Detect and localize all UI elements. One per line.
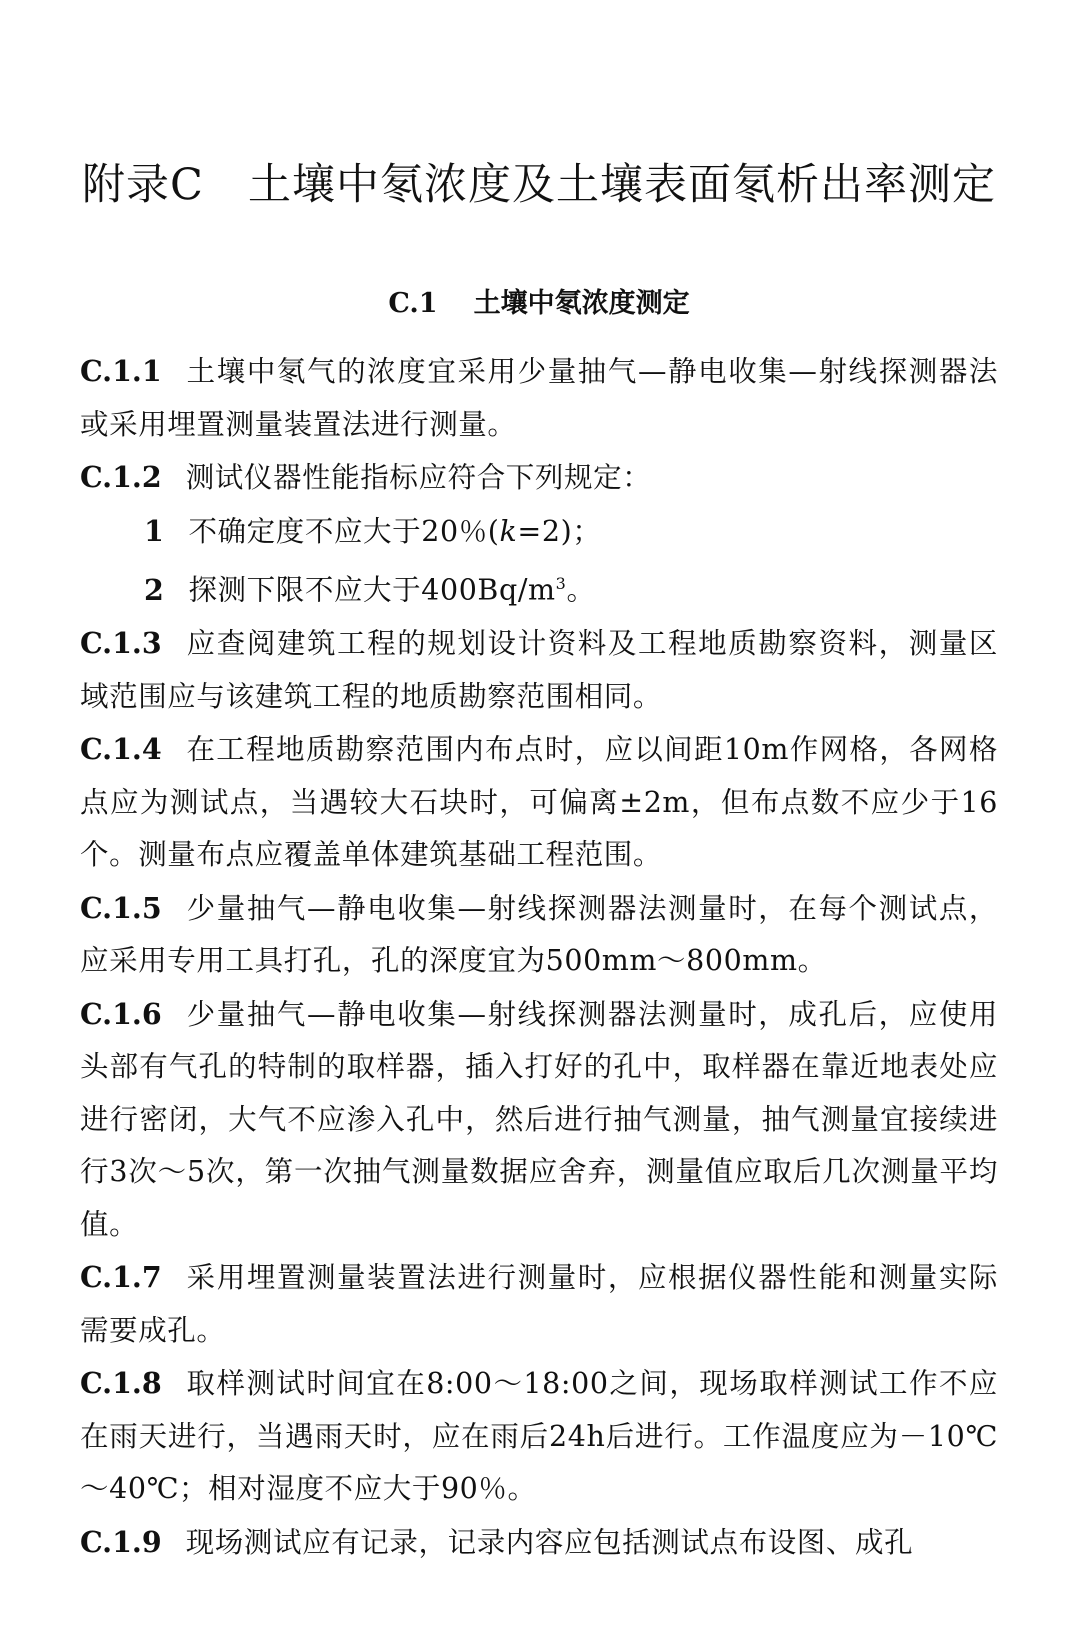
appendix-code: 附录C — [82, 160, 204, 210]
clause-number: C.1.2 — [80, 460, 162, 494]
clause-text: 现场测试应有记录，记录内容应包括测试点布设图、成孔 — [185, 1525, 914, 1559]
coverage-factor-symbol: k — [499, 514, 518, 548]
sub-item-number: 2 — [144, 572, 165, 607]
sub-item-text-before: 探测下限不应大于400Bq/m — [188, 573, 556, 607]
clause-number: C.1.7 — [80, 1260, 162, 1294]
clause-text: 采用埋置测量装置法进行测量时，应根据仪器性能和测量实际需要成孔。 — [80, 1261, 998, 1347]
sub-item-number: 1 — [144, 513, 165, 548]
clause-text: 土壤中氡气的浓度宜采用少量抽气—静电收集—射线探测器法或采用埋置测量装置法进行测量。 — [80, 355, 998, 441]
unit-exponent: 3 — [555, 574, 567, 593]
clause-c-1-6 — [80, 988, 998, 1252]
clause-text: 测试仪器性能指标应符合下列规定： — [185, 461, 652, 494]
clause-c-1-1 — [80, 345, 998, 451]
clause-number: C.1.4 — [80, 732, 162, 766]
clause-number: C.1.5 — [80, 890, 162, 925]
clause-c-1-4 — [80, 723, 998, 882]
sub-item-1 — [80, 505, 998, 559]
sub-item-text-before: 不确定度不应大于20％( — [188, 514, 500, 548]
clause-text: 取样测试时间宜在8:00～18:00之间，现场取样测试工作不应在雨天进行，当遇雨天时，应在雨后24h后进行。工作温度应为－10℃～40℃；相对湿度不应大于90％。 — [80, 1367, 998, 1505]
clause-text: 应查阅建筑工程的规划设计资料及工程地质勘察资料，测量区域范围应与该建筑工程的地质勘察范围相同。 — [80, 627, 998, 713]
clause-number: C.1.3 — [80, 626, 162, 660]
clause-c-1-2 — [80, 451, 998, 505]
section-title-text: 土壤中氡浓度测定 — [473, 288, 690, 319]
clause-text: 少量抽气—静电收集—射线探测器法测量时，在每个测试点，应采用专用工具打孔，孔的深度宜为500mm～800mm。 — [80, 891, 998, 977]
sub-item-text-after: =2)； — [517, 514, 602, 548]
clause-list — [80, 345, 998, 1569]
clause-c-1-3 — [80, 617, 998, 723]
clause-number: C.1.8 — [80, 1366, 162, 1400]
clause-text: 少量抽气—静电收集—射线探测器法测量时，成孔后，应使用头部有气孔的特制的取样器，插入打好的孔中，取样器在靠近地表处应进行密闭，大气不应渗入孔中，然后进行抽气测量，抽气测量宜接续进行3次～5次，第一次抽气测量数据应舍弃，测量值应取后几次测量平均值。 — [80, 997, 998, 1241]
clause-c-1-7 — [80, 1251, 998, 1357]
appendix-title — [80, 0, 998, 220]
clause-number: C.1.9 — [80, 1524, 162, 1559]
clause-number: C.1.6 — [80, 996, 162, 1031]
section-title — [80, 280, 998, 328]
sub-item-text-after: 。 — [566, 573, 596, 607]
section-code: C.1 — [388, 288, 438, 319]
clause-c-1-8 — [80, 1357, 998, 1516]
sub-item-2 — [80, 558, 998, 617]
clause-text: 在工程地质勘察范围内布点时，应以间距10m作网格，各网格点应为测试点，当遇较大石块时，可偏离±2m，但布点数不应少于16个。测量布点应覆盖单体建筑基础工程范围。 — [80, 733, 998, 871]
clause-c-1-5 — [80, 882, 998, 988]
appendix-title-text: 土壤中氡浓度及土壤表面氡析出率测定 — [247, 160, 996, 210]
clause-number: C.1.1 — [80, 354, 162, 388]
clause-c-1-9 — [80, 1516, 998, 1570]
